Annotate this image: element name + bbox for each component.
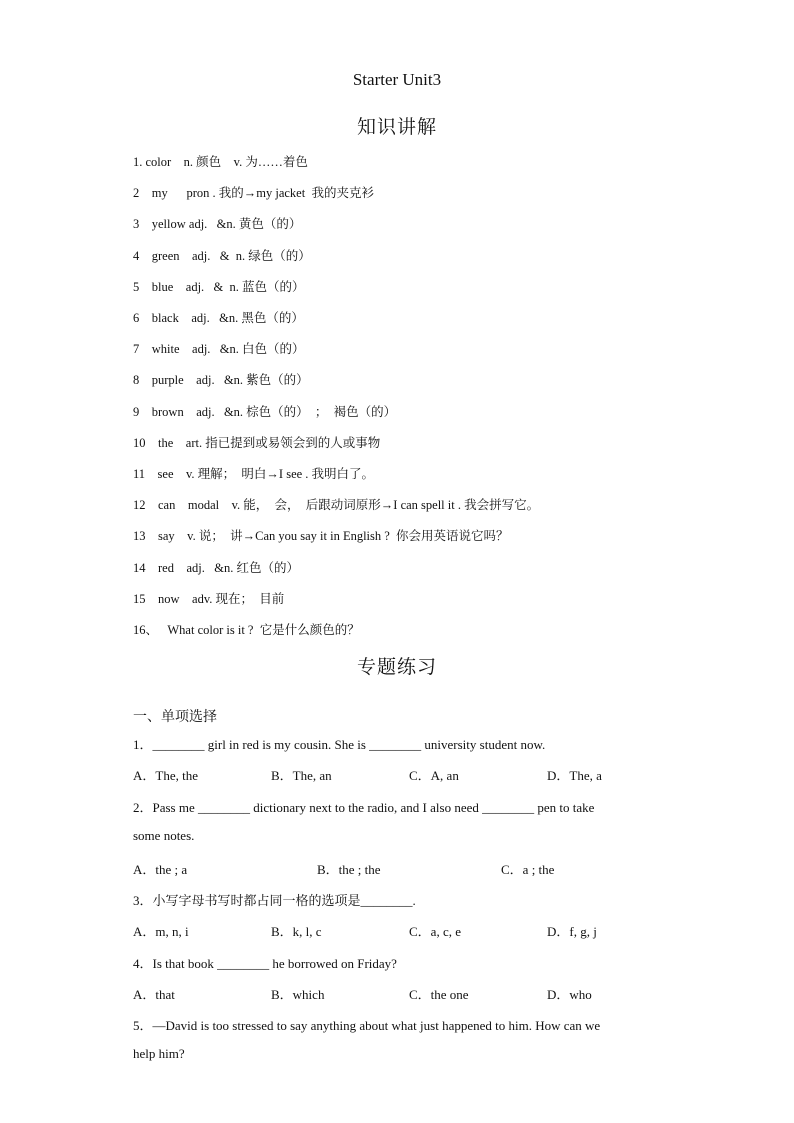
- q2-option-a: A．the ; a: [133, 862, 188, 877]
- vocab-item: 3 yellow adj. &n. 黄色（的）: [133, 217, 302, 231]
- q3-option-b: B．k, l, c: [271, 924, 322, 939]
- q4-option-a: A．that: [133, 987, 175, 1002]
- question-5: 5．—David is too stressed to say anything about what just happened to him. How can we: [133, 1018, 601, 1033]
- vocab-item: 8 purple adj. &n. 紫色（的）: [133, 373, 309, 387]
- vocab-item: 4 green adj. & n. 绿色（的）: [133, 249, 311, 263]
- q1-option-b: B．The, an: [271, 768, 332, 783]
- q2-option-b: B．the ; the: [317, 862, 381, 877]
- q4-option-b: B．which: [271, 987, 325, 1002]
- vocab-item: 15 now adv. 现在； 目前: [133, 592, 285, 606]
- q4-option-d: D．who: [547, 987, 592, 1002]
- page-title: Starter Unit3: [352, 70, 442, 89]
- vocab-item: 7 white adj. &n. 白色（的）: [133, 342, 305, 356]
- question-5-cont: help him?: [133, 1046, 185, 1061]
- q1-option-a: A．The, the: [133, 768, 198, 783]
- q1-option-d: D．The, a: [547, 768, 602, 783]
- knowledge-heading: 知识讲解: [356, 117, 437, 138]
- q1-option-c: C．A, an: [409, 768, 459, 783]
- vocab-item: 13 say v. 说； 讲→Can you say it in English ? 你会用英语说它吗？: [133, 529, 509, 543]
- vocab-item: 16、 What color is it ? 它是什么颜色的？: [133, 623, 360, 637]
- q2-option-c: C．a ; the: [501, 862, 555, 877]
- q3-option-d: D．f, g, j: [547, 924, 597, 939]
- q3-option-a: A．m, n, i: [133, 924, 189, 939]
- question-4: 4．Is that book ________ he borrowed on Friday?: [133, 956, 397, 971]
- section-title: 一、单项选择: [133, 710, 217, 725]
- vocab-item: 11 see v. 理解； 明白→I see . 我明白了。: [133, 467, 375, 481]
- practice-heading: 专题练习: [356, 657, 437, 678]
- question-2-cont: some notes.: [133, 828, 195, 843]
- q4-option-c: C．the one: [409, 987, 469, 1002]
- vocab-item: 14 red adj. &n. 红色（的）: [133, 561, 299, 575]
- vocab-item: 6 black adj. &n. 黑色（的）: [133, 311, 304, 325]
- vocab-item: 9 brown adj. &n. 棕色（的） ； 褐色（的）: [133, 405, 397, 419]
- question-3: 3．小写字母书写时都占同一格的选项是________.: [133, 893, 416, 908]
- question-2: 2．Pass me ________ dictionary next to the radio, and I also need ________ pen to take: [133, 800, 595, 815]
- vocab-item: 1. color n. 颜色 v. 为……着色: [133, 155, 308, 169]
- vocab-item: 5 blue adj. & n. 蓝色（的）: [133, 280, 305, 294]
- question-1: 1．________ girl in red is my cousin. She is ________ university student now.: [133, 737, 546, 752]
- q3-option-c: C．a, c, e: [409, 924, 461, 939]
- vocab-item: 12 can modal v. 能， 会， 后跟动词原形→I can spell it . 我会拼写它。: [133, 498, 540, 512]
- vocab-item: 2 my pron . 我的→my jacket 我的夹克衫: [133, 186, 374, 200]
- vocab-item: 10 the art. 指已提到或易领会到的人或事物: [133, 436, 381, 450]
